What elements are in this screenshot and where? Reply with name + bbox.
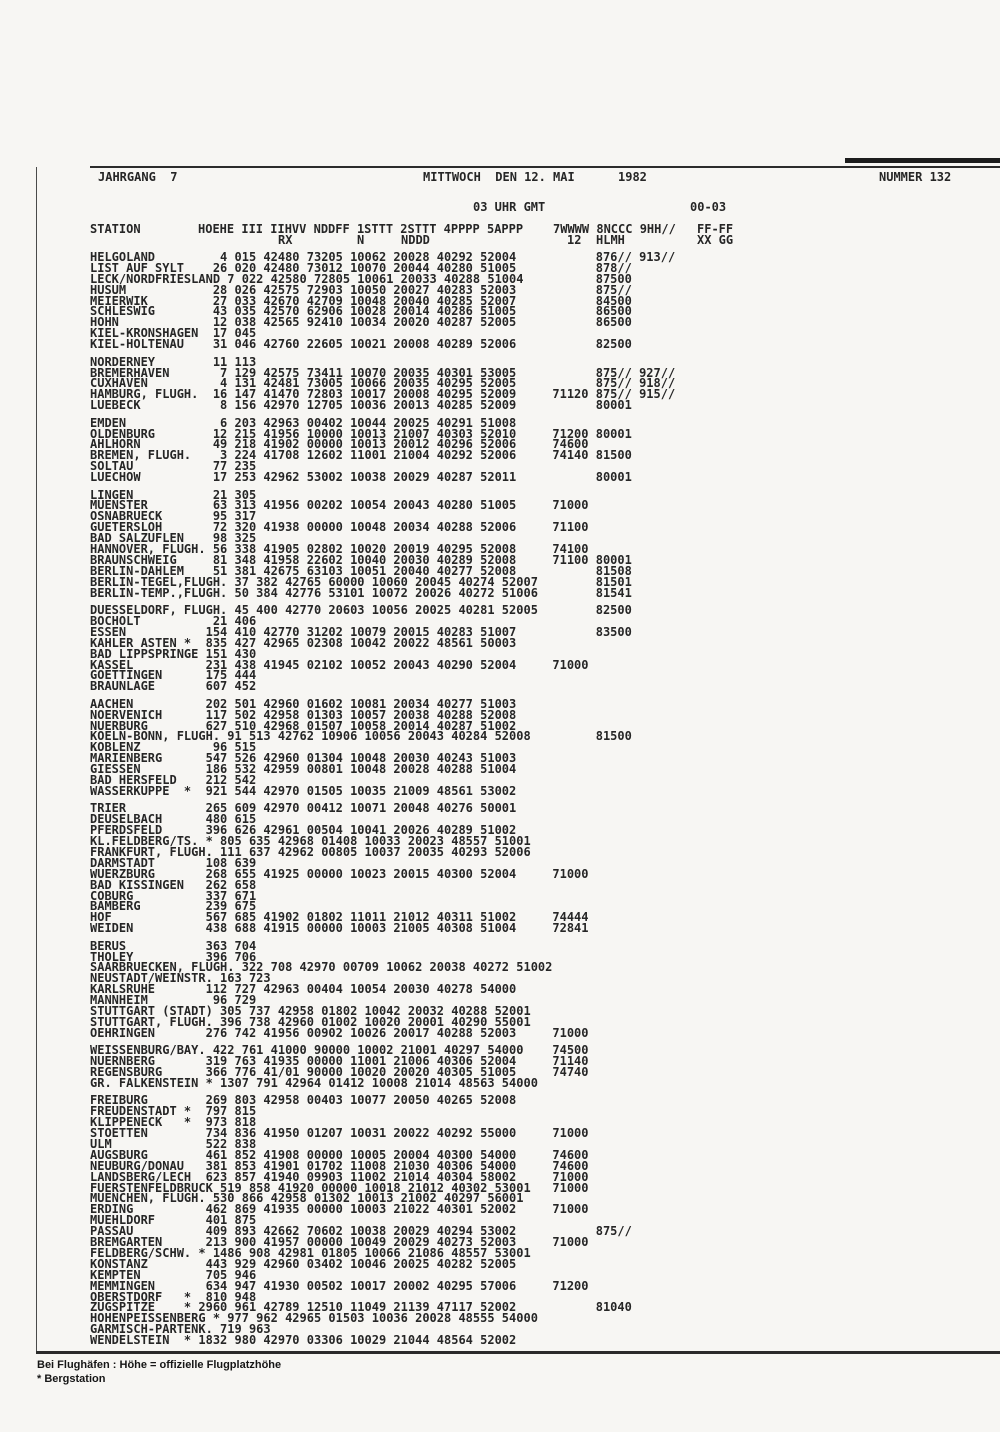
col-header-ff: FF-FF — [697, 222, 734, 236]
table-row: NUERBURG 627 510 42968 01507 10058 20014 40287 51002 — [90, 718, 517, 733]
table-row: GOETTINGEN 175 444 — [90, 668, 257, 683]
table-row: MANNHEIM 96 729 — [90, 993, 257, 1008]
station-block — [90, 252, 675, 350]
table-row: PASSAU 409 893 42662 70602 10038 20029 40294 53002 875// — [90, 1224, 632, 1239]
table-row: WASSERKUPPE * 921 544 42970 01505 10035 21009 48561 53002 — [90, 783, 517, 798]
table-row: ERDING 462 869 41935 00000 10003 21022 40301 52002 71000 — [90, 1202, 589, 1217]
table-row: MEIERWIK 27 033 42670 42709 10048 20040 40285 52007 84500 — [90, 293, 632, 308]
table-row: GIESSEN 186 532 42959 00801 10048 20028 40288 51004 — [90, 762, 517, 777]
table-row: OBERSTDORF * 810 948 — [90, 1289, 257, 1304]
col-header-station: STATION — [90, 222, 141, 236]
table-row: OSNABRUECK 95 317 — [90, 509, 257, 524]
station-block — [90, 487, 675, 600]
table-row: KOBLENZ 96 515 — [90, 740, 257, 755]
table-row: BREMGARTEN 213 900 41957 00000 10049 20029 40273 52003 71000 — [90, 1235, 589, 1250]
table-row: LINGEN 21 305 — [90, 487, 257, 502]
table-row: KONSTANZ 443 929 42960 03402 10046 20025 40282 52005 — [90, 1256, 517, 1271]
footnote-airport-height: Bei Flughäfen : Höhe = offizielle Flugplatzhöhe — [37, 1359, 282, 1371]
left-border-rule — [36, 167, 37, 1353]
col-header-weather: 7WWWW 8NCCC 9HH// — [553, 222, 676, 236]
station-table — [90, 252, 675, 1353]
table-row: BOCHOLT 21 406 — [90, 613, 257, 628]
station-block — [90, 1093, 675, 1348]
col-header-hlmh: HLMH — [596, 233, 625, 247]
col-header-xxgg: XX GG — [697, 233, 734, 247]
col-header-rx: RX — [278, 233, 293, 247]
station-block — [90, 803, 675, 934]
table-row: HOF 567 685 41902 01802 11011 21012 40311 51002 74444 — [90, 910, 589, 925]
report-time-title: 03 UHR GMT — [473, 200, 546, 214]
table-row: DUESSELDORF, FLUGH. 45 400 42770 20603 10056 20025 40281 52005 82500 — [90, 603, 632, 618]
table-row: SAARBRUECKEN, FLUGH. 322 708 42970 00709 10062 20038 40272 51002 — [90, 960, 553, 975]
station-block — [90, 354, 676, 413]
station-block — [90, 605, 675, 692]
table-row: KAHLER ASTEN * 835 427 42965 02308 10042 20022 48561 50003 — [90, 635, 517, 650]
masthead-volume: JAHRGANG 7 — [98, 170, 178, 184]
station-block — [90, 696, 675, 798]
table-row: COBURG 337 671 — [90, 888, 257, 903]
table-row: BAMBERG 239 675 — [90, 899, 257, 914]
table-row: LIST AUF SYLT 26 020 42480 73012 10070 20044 40280 51005 878// — [90, 260, 632, 275]
table-row: KASSEL 231 438 41945 02102 10052 20043 40290 52004 71000 — [90, 657, 589, 672]
table-row: NEUBURG/DONAU 381 853 41901 01702 11008 21030 40306 54000 74600 — [90, 1158, 589, 1173]
table-row: LUEBECK 8 156 42970 12705 10036 20013 40285 52009 80001 — [90, 398, 632, 413]
table-row: MUENSTER 63 313 41956 00202 10054 20043 40280 51005 71000 — [90, 498, 589, 513]
col-header-nddd: NDDD — [401, 233, 430, 247]
col-header-groups: HOEHE III IIHVV NDDFF 1STTT 2STTT 4PPPP 5APPP — [198, 222, 524, 236]
table-row: KEMPTEN 705 946 — [90, 1267, 257, 1282]
table-row: BAD HERSFELD 212 542 — [90, 773, 257, 788]
table-row: KIEL-HOLTENAU 31 046 42760 22605 10021 20008 40289 52006 82500 — [90, 337, 632, 352]
table-row: KLIPPENECK * 973 818 — [90, 1115, 257, 1130]
col-header-12: 12 — [567, 233, 582, 247]
table-row: SOLTAU 77 235 — [90, 459, 257, 474]
table-row: REGENSBURG 366 776 41/01 90000 10020 20020 40305 51005 74740 — [90, 1065, 589, 1080]
table-row: BRAUNLAGE 607 452 — [90, 679, 257, 694]
table-row: KARLSRUHE 112 727 42963 00404 10054 20030 40278 54000 — [90, 982, 517, 997]
table-row: MEMMINGEN 634 947 41930 00502 10017 20002 40295 57006 71200 — [90, 1278, 589, 1293]
table-row: WEISSENBURG/BAY. 422 761 41000 90000 10002 21001 40297 54000 74500 — [90, 1043, 589, 1058]
table-row: GR. FALKENSTEIN * 1307 791 42964 01412 10008 21014 48563 54000 — [90, 1075, 538, 1090]
table-row: FREIBURG 269 803 42958 00403 10077 20050 40265 52008 — [90, 1093, 517, 1108]
table-row: LUECHOW 17 253 42962 53002 10038 20029 40287 52011 80001 — [90, 470, 632, 485]
table-row: DEUSELBACH 480 615 — [90, 812, 257, 827]
station-block — [90, 938, 675, 1040]
table-row: NEUSTADT/WEINSTR. 163 723 — [90, 971, 271, 986]
table-row: SCHLESWIG 43 035 42570 62906 10028 20014 40286 51005 86500 — [90, 304, 632, 319]
table-row: NUERNBERG 319 763 41935 00000 11001 21006 40306 52004 71140 — [90, 1054, 589, 1069]
table-row: EMDEN 6 203 42963 00402 10044 20025 40291 51008 — [90, 415, 517, 430]
table-row: FELDBERG/SCHW. * 1486 908 42981 01805 10066 21086 48557 53001 — [90, 1245, 531, 1260]
masthead-year: 1982 — [618, 170, 647, 184]
table-row: GARMISCH-PARTENK. 719 963 — [90, 1322, 271, 1337]
station-block — [90, 415, 675, 485]
table-row: MARIENBERG 547 526 42960 01304 10048 20030 40243 51003 — [90, 751, 517, 766]
table-row: HOHN 12 038 42565 92410 10034 20020 40287 52005 86500 — [90, 315, 632, 330]
table-row: CUXHAVEN 4 131 42481 73005 10066 20035 40295 52005 875// 918// — [90, 376, 676, 391]
table-row: AACHEN 202 501 42960 01602 10081 20034 40277 51003 — [90, 696, 517, 711]
table-row: BAD SALZUFLEN 98 325 — [90, 531, 257, 546]
table-row: STOETTEN 734 836 41950 01207 10031 20022 40292 55000 71000 — [90, 1126, 589, 1141]
table-row: NORDERNEY 11 113 — [90, 354, 257, 369]
table-row: NOERVENICH 117 502 42958 01303 10057 20038 40288 52008 — [90, 707, 517, 722]
table-row: BAD KISSINGEN 262 658 — [90, 877, 257, 892]
table-row: WUERZBURG 268 655 41925 00000 10023 20015 40300 52004 71000 — [90, 866, 589, 881]
table-row: PFERDSFELD 396 626 42961 00504 10041 20026 40289 51002 — [90, 823, 517, 838]
table-row: KIEL-KRONSHAGEN 17 045 — [90, 326, 257, 341]
table-row: STUTTGART (STADT) 305 737 42958 01802 10042 20032 40288 52001 — [90, 1004, 531, 1019]
col-header-n: N — [357, 233, 365, 247]
table-row: OEHRINGEN 276 742 41956 00902 10026 20017 40288 52003 71000 — [90, 1025, 589, 1040]
table-row: BERLIN-DAHLEM 51 381 42675 63103 10051 20040 40277 52008 81508 — [90, 563, 632, 578]
table-row: BREMEN, FLUGH. 3 224 41708 12602 11001 21004 40292 52006 74140 81500 — [90, 448, 632, 463]
table-row: KL.FELDBERG/TS. * 805 635 42968 01408 10033 20023 48557 51001 — [90, 834, 531, 849]
station-block — [90, 1045, 675, 1089]
report-period: 00-03 — [690, 200, 727, 214]
table-row: MUENCHEN, FLUGH. 530 866 42958 01302 10013 21002 40297 56001 — [90, 1191, 524, 1206]
table-row: AHLHORN 49 218 41902 00000 10013 20012 40296 52006 74600 — [90, 437, 589, 452]
table-row: HOHENPEISSENBERG * 977 962 42965 01503 10036 20028 48555 54000 — [90, 1311, 538, 1326]
table-row: WENDELSTEIN * 1832 980 42970 03306 10029 21044 48564 52002 — [90, 1333, 517, 1348]
table-row: ZUGSPITZE * 2960 961 42789 12510 11049 21139 47117 52002 81040 — [90, 1300, 632, 1315]
table-row: ESSEN 154 410 42770 31202 10079 20015 40283 51007 83500 — [90, 624, 632, 639]
table-row: FREUDENSTADT * 797 815 — [90, 1104, 257, 1119]
table-row: DARMSTADT 108 639 — [90, 855, 257, 870]
table-row: HAMBURG, FLUGH. 16 147 41470 72803 10017 20008 40295 52009 71120 875// 915// — [90, 387, 676, 402]
scan-smudge — [845, 158, 1000, 163]
table-row: STUTTGART, FLUGH. 396 738 42960 01002 10020 20001 40290 55001 — [90, 1014, 531, 1029]
table-row: BRAUNSCHWEIG 81 348 41958 22602 10040 20030 40289 52008 71100 80001 — [90, 552, 632, 567]
table-row: THOLEY 396 706 — [90, 949, 257, 964]
table-row: GUETERSLOH 72 320 41938 00000 10048 20034 40288 52006 71100 — [90, 520, 589, 535]
table-row: BERLIN-TEGEL,FLUGH. 37 382 42765 60000 10060 20045 40274 52007 81501 — [90, 574, 632, 589]
table-row: AUGSBURG 461 852 41908 00000 10005 20004 40300 54000 74600 — [90, 1147, 589, 1162]
table-row: ULM 522 838 — [90, 1137, 257, 1152]
table-row: HANNOVER, FLUGH. 56 338 41905 02802 10020 20019 40295 52008 74100 — [90, 542, 589, 557]
table-row: FUERSTENFELDBRUCK 519 858 41920 00000 10018 21012 40302 53001 71000 — [90, 1180, 589, 1195]
table-row: KOELN-BONN, FLUGH. 91 513 42762 10906 10056 20043 40284 52008 81500 — [90, 729, 632, 744]
footnote-mountain-station: * Bergstation — [37, 1373, 106, 1385]
masthead-date: MITTWOCH DEN 12. MAI — [423, 170, 575, 184]
table-row: WEIDEN 438 688 41915 00000 10003 21005 40308 51004 72841 — [90, 921, 589, 936]
table-row: TRIER 265 609 42970 00412 10071 20048 40276 50001 — [90, 801, 517, 816]
masthead-issue: NUMMER 132 — [879, 170, 952, 184]
table-row: BERUS 363 704 — [90, 938, 257, 953]
table-row: OLDENBURG 12 215 41956 10000 10013 21007 40303 52010 71200 80001 — [90, 426, 632, 441]
table-row: BERLIN-TEMP.,FLUGH. 50 384 42776 53101 10072 20026 40272 51006 81541 — [90, 585, 632, 600]
table-row: BAD LIPPSPRINGE 151 430 — [90, 646, 257, 661]
table-row: LECK/NORDFRIESLAND 7 022 42580 72805 10061 20033 40288 51004 87500 — [90, 271, 632, 286]
table-row: HUSUM 28 026 42575 72903 10050 20027 40283 52003 875// — [90, 282, 632, 297]
table-row: HELGOLAND 4 015 42480 73205 10062 20028 40292 52004 876// 913// — [90, 250, 676, 264]
table-row: LANDSBERG/LECH 623 857 41940 09903 11002 21014 40304 58002 71000 — [90, 1169, 589, 1184]
top-rule — [90, 166, 1000, 168]
table-row: BREMERHAVEN 7 129 42575 73411 10070 20035 40301 53005 875// 927// — [90, 365, 676, 380]
table-row: MUEHLDORF 401 875 — [90, 1213, 257, 1228]
table-row: FRANKFURT, FLUGH. 111 637 42962 00805 10037 20035 40293 52006 — [90, 844, 531, 859]
